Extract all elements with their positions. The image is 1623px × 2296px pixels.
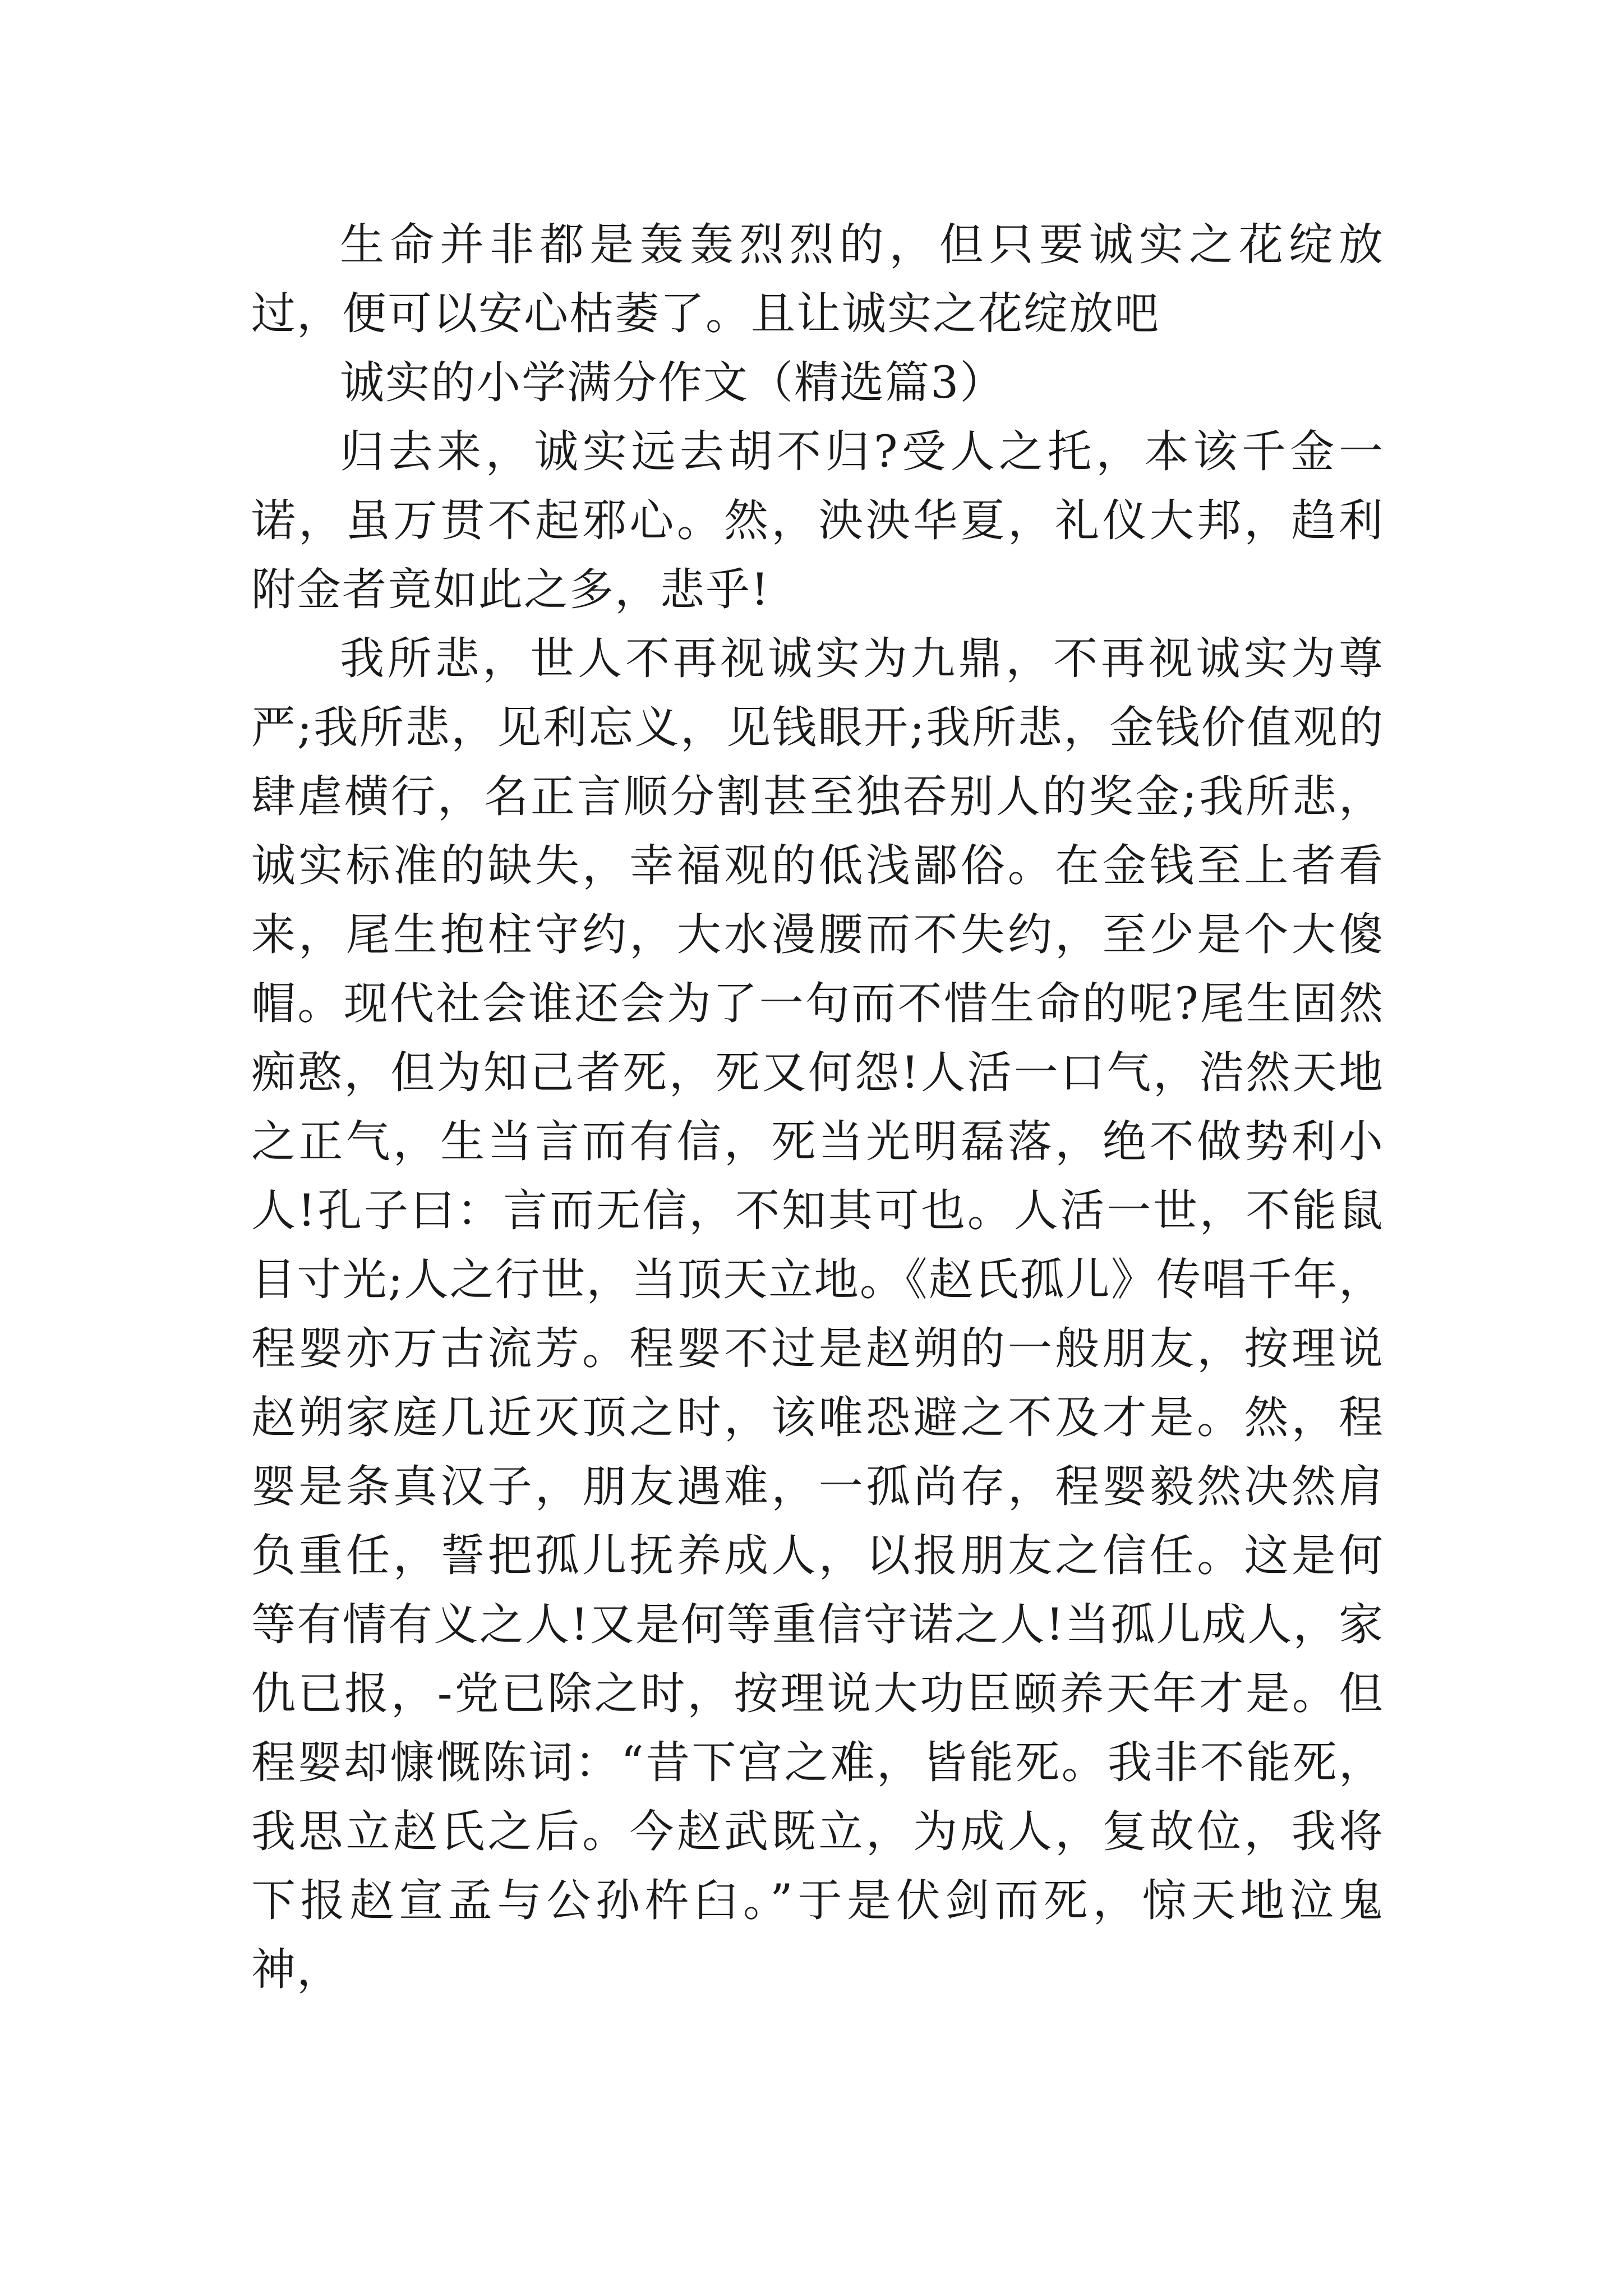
paragraph-intro: 归去来，诚实远去胡不归?受人之托，本该千金一诺，虽万贯不起邪心。然，泱泱华夏，礼仪大邦，趋利附金者竟如此之多，悲乎! — [251, 426, 1384, 615]
section-heading: 诚实的小学满分作文（精选篇3） — [340, 357, 1006, 408]
document-body — [251, 210, 1384, 2004]
paragraph-main: 我所悲，世人不再视诚实为九鼎，不再视诚实为尊严;我所悲，见利忘义，见钱眼开;我所悲，金钱价值观的肆虐横行，名正言顺分割甚至独吞别人的奖金;我所悲，诚实标准的缺失，幸福观的低浅鄙俗。在金钱至上者看来，尾生抱柱守约，大水漫腰而不失约，至少是个大傻帽。现代社会谁还会为了一句而不惜生命的呢?尾生固然痴憨，但为知己者死，死又何怨!人活一口气，浩然天地之正气，生当言而有信，死当光明磊落，绝不做势利小人!孔子曰：言而无信，不知其可也。人活一世，不能鼠目寸光;人之行世，当顶天立地。《赵氏孤儿》传唱千年，程婴亦万古流芳。程婴不过是赵朔的一般朋友，按理说赵朔家庭几近灭顶之时，该唯恐避之不及才是。然，程婴是条真汉子，朋友遇难，一孤尚存，程婴毅然决然肩负重任，誓把孤儿抚养成人，以报朋友之信任。这是何等有情有义之人!又是何等重信守诺之人!当孤儿成人，家仇已报，-党已除之时，按理说大功臣颐养天年才是。但程婴却慷慨陈词：“昔下宫之难，皆能死。我非不能死，我思立赵氏之后。今赵武既立，为成人，复故位，我将下报赵宣孟与公孙杵臼。”于是伏剑而死，惊天地泣鬼神， — [251, 633, 1384, 1995]
paragraph-closing: 生命并非都是轰轰烈烈的，但只要诚实之花绽放过，便可以安心枯萎了。且让诚实之花绽放吧 — [251, 219, 1384, 339]
